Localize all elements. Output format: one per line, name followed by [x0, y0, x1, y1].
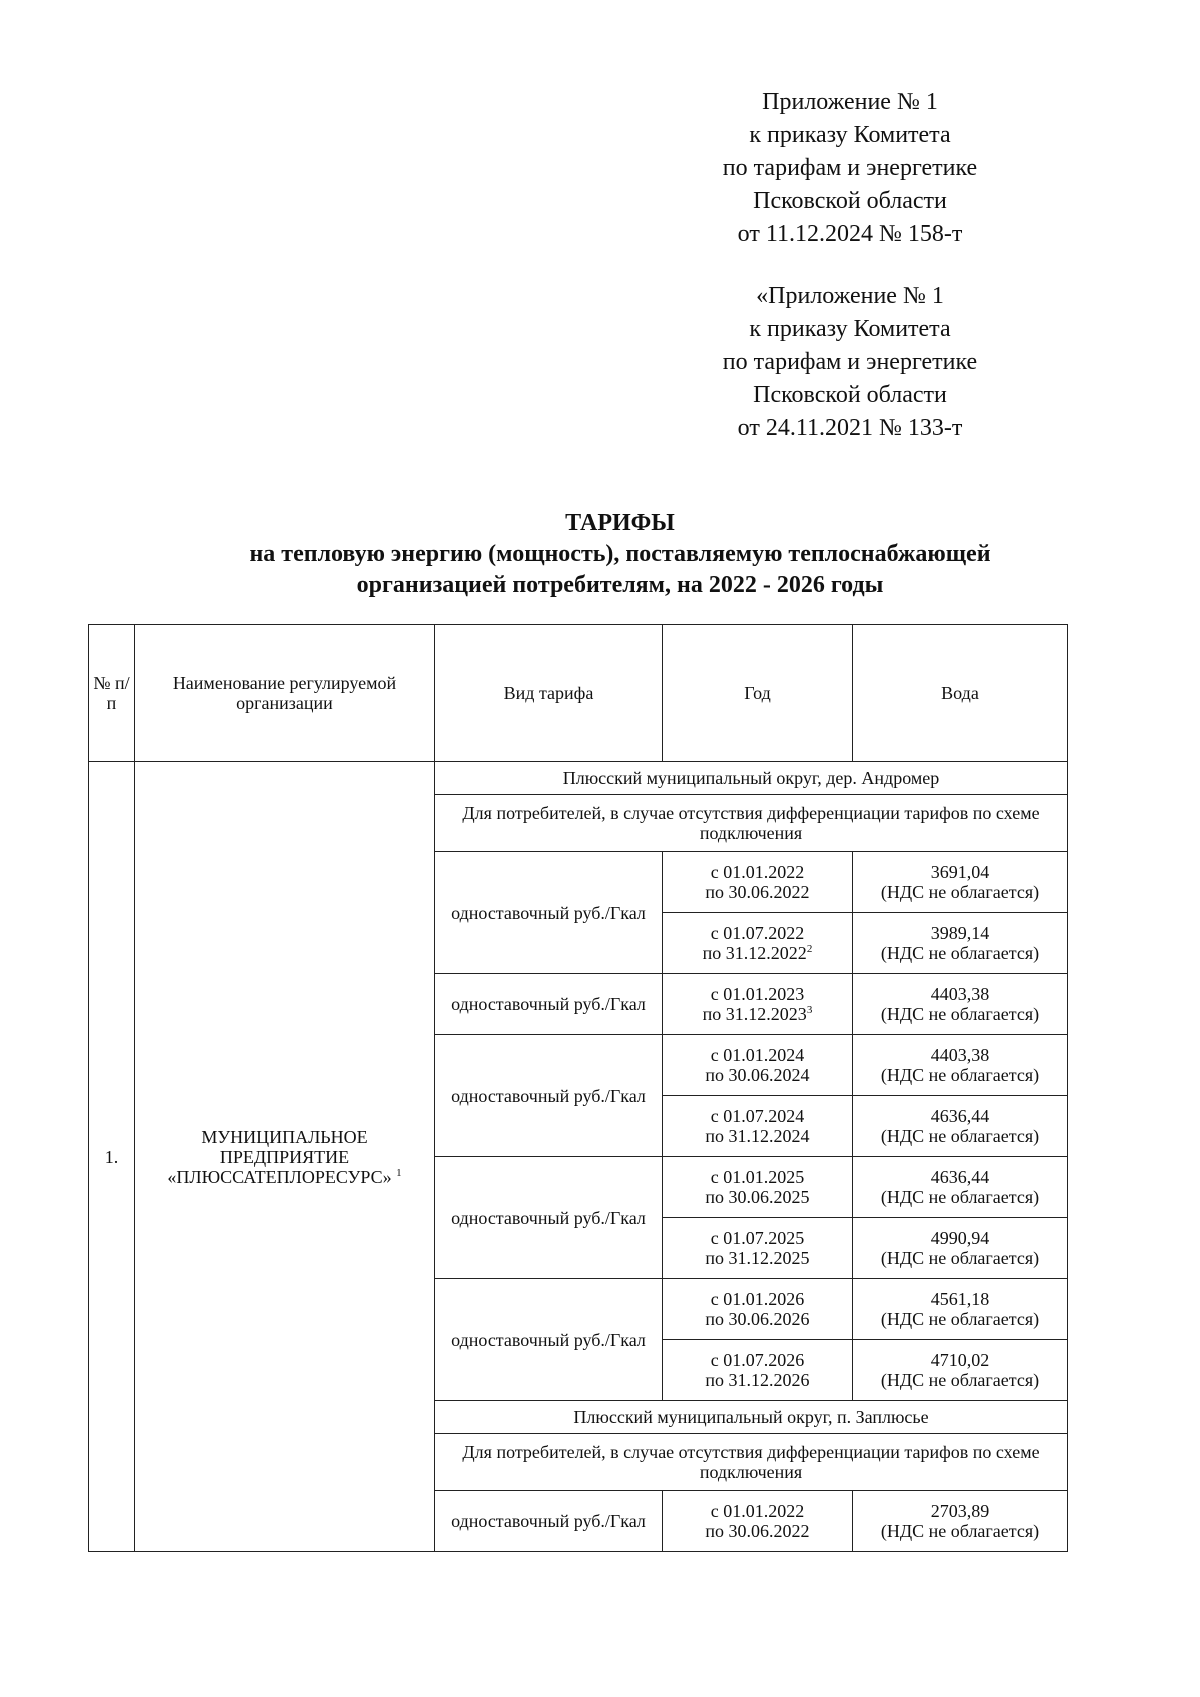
- tariffs-table: [88, 624, 1068, 1552]
- period-to-text: по 31.12.2026: [705, 1370, 810, 1390]
- period-cell: [663, 974, 853, 1035]
- period-cell: [663, 852, 853, 913]
- period-to: [667, 1187, 848, 1207]
- annex-line: к приказу Комитета: [749, 316, 951, 342]
- period-cell: [663, 1096, 853, 1157]
- period-from: с 01.01.2025: [710, 1167, 805, 1187]
- period-from: с 01.01.2022: [710, 862, 805, 882]
- tariff-value-cell: [853, 913, 1068, 974]
- tariff-value-cell: [853, 974, 1068, 1035]
- tariff-type: одноставочный руб./Гкал: [435, 1157, 663, 1279]
- annex-line: Псковской области: [753, 382, 947, 408]
- period-cell: [663, 1491, 853, 1552]
- title-line: организацией потребителям, на 2022 - 2026 годы: [356, 572, 884, 598]
- location-heading: Плюсский муниципальный округ, п. Заплюсье: [435, 1401, 1068, 1434]
- period-from: с 01.01.2022: [710, 1501, 805, 1521]
- annex-line: от 24.11.2021 № 133-т: [737, 415, 963, 441]
- header-type: Вид тарифа: [435, 625, 663, 762]
- vat-note: (НДС не облагается): [880, 1248, 1040, 1268]
- period-from: с 01.07.2026: [710, 1350, 805, 1370]
- tariff-type: одноставочный руб./Гкал: [435, 852, 663, 974]
- annex-line: Приложение № 1: [762, 89, 938, 115]
- annex-header-original: [640, 280, 1060, 445]
- annex-line: по тарифам и энергетике: [722, 349, 978, 375]
- title-line: на тепловую энергию (мощность), поставляемую теплоснабжающей: [249, 541, 991, 567]
- tariff-value-cell: [853, 1096, 1068, 1157]
- period-to-text: по 30.06.2022: [705, 882, 810, 902]
- period-from: с 01.01.2026: [710, 1289, 805, 1309]
- period-to: [667, 1065, 848, 1085]
- tariff-value: 2703,89: [930, 1501, 990, 1521]
- tariff-value: 4403,38: [930, 984, 990, 1004]
- vat-note: (НДС не облагается): [880, 1521, 1040, 1541]
- no-differentiation-note: Для потребителей, в случае отсутствия дифференциации тарифов по схеме подключения: [435, 1434, 1068, 1491]
- vat-note: (НДС не облагается): [880, 1370, 1040, 1390]
- header-water: Вода: [853, 625, 1068, 762]
- period-cell: [663, 1157, 853, 1218]
- vat-note: (НДС не облагается): [880, 943, 1040, 963]
- period-to: [667, 943, 848, 963]
- period-cell: [663, 1340, 853, 1401]
- period-to-text: по 31.12.2025: [705, 1248, 810, 1268]
- footnote-mark: 3: [806, 1004, 813, 1016]
- period-to: [667, 1521, 848, 1541]
- location-heading: Плюсский муниципальный округ, дер. Андромер: [435, 762, 1068, 795]
- period-to: [667, 1248, 848, 1268]
- tariff-value-cell: [853, 1035, 1068, 1096]
- tariff-value: 3989,14: [930, 923, 990, 943]
- tariff-value: 3691,04: [930, 862, 990, 882]
- vat-note: (НДС не облагается): [880, 1126, 1040, 1146]
- period-cell: [663, 1279, 853, 1340]
- period-to: [667, 1126, 848, 1146]
- tariff-type: одноставочный руб./Гкал: [435, 1491, 663, 1552]
- document-title: [150, 508, 1090, 601]
- no-differentiation-note: Для потребителей, в случае отсутствия дифференциации тарифов по схеме подключения: [435, 795, 1068, 852]
- annex-line: к приказу Комитета: [749, 122, 951, 148]
- period-to-text: по 30.06.2026: [705, 1309, 810, 1329]
- period-to: [667, 1309, 848, 1329]
- period-to-text: по 30.06.2024: [705, 1065, 810, 1085]
- footnote-mark: 1: [396, 1166, 402, 1179]
- tariff-value: 4561,18: [930, 1289, 990, 1309]
- tariff-value-cell: [853, 852, 1068, 913]
- tariff-value-cell: [853, 1157, 1068, 1218]
- footnote-mark: 2: [806, 943, 813, 955]
- period-to-text: по 31.12.2022: [702, 943, 807, 963]
- tariff-value: 4636,44: [930, 1167, 990, 1187]
- annex-line: от 11.12.2024 № 158-т: [737, 221, 963, 247]
- tariff-type: одноставочный руб./Гкал: [435, 1279, 663, 1401]
- header-num: № п/п: [89, 625, 135, 762]
- table-header-row: [89, 625, 1068, 762]
- annex-header-current: [640, 86, 1060, 251]
- table-body: [89, 762, 1068, 1552]
- period-from: с 01.07.2022: [710, 923, 805, 943]
- period-cell: [663, 1218, 853, 1279]
- period-to: [667, 1004, 848, 1024]
- period-to-text: по 30.06.2025: [705, 1187, 810, 1207]
- period-from: с 01.07.2025: [710, 1228, 805, 1248]
- period-to-text: по 31.12.2024: [705, 1126, 810, 1146]
- header-year: Год: [663, 625, 853, 762]
- tariff-type: одноставочный руб./Гкал: [435, 1035, 663, 1157]
- organization-name: [135, 762, 435, 1552]
- tariff-value-cell: [853, 1279, 1068, 1340]
- row-number: 1.: [89, 762, 135, 1552]
- vat-note: (НДС не облагается): [880, 882, 1040, 902]
- tariff-value: 4636,44: [930, 1106, 990, 1126]
- vat-note: (НДС не облагается): [880, 1309, 1040, 1329]
- tariff-type: одноставочный руб./Гкал: [435, 974, 663, 1035]
- period-from: с 01.01.2023: [710, 984, 805, 1004]
- period-from: с 01.01.2024: [710, 1045, 805, 1065]
- period-to: [667, 1370, 848, 1390]
- tariff-value: 4403,38: [930, 1045, 990, 1065]
- tariff-value: 4990,94: [930, 1228, 990, 1248]
- vat-note: (НДС не облагается): [880, 1065, 1040, 1085]
- tariff-value: 4710,02: [930, 1350, 990, 1370]
- period-to-text: по 30.06.2022: [705, 1521, 810, 1541]
- title-line: ТАРИФЫ: [565, 510, 675, 536]
- header-org: Наименование регулируемой организации: [135, 625, 435, 762]
- period-to: [667, 882, 848, 902]
- period-cell: [663, 1035, 853, 1096]
- tariff-value-cell: [853, 1340, 1068, 1401]
- period-cell: [663, 913, 853, 974]
- organization-name-text: МУНИЦИПАЛЬНОЕ ПРЕДПРИЯТИЕ «ПЛЮССАТЕПЛОРЕСУРС»: [167, 1126, 392, 1187]
- tariff-value-cell: [853, 1491, 1068, 1552]
- period-from: с 01.07.2024: [710, 1106, 805, 1126]
- tariff-value-cell: [853, 1218, 1068, 1279]
- period-to-text: по 31.12.2023: [702, 1004, 807, 1024]
- annex-line: «Приложение № 1: [756, 283, 944, 309]
- vat-note: (НДС не облагается): [880, 1187, 1040, 1207]
- table-row: [89, 762, 1068, 795]
- annex-line: по тарифам и энергетике: [722, 155, 978, 181]
- annex-line: Псковской области: [753, 188, 947, 214]
- vat-note: (НДС не облагается): [880, 1004, 1040, 1024]
